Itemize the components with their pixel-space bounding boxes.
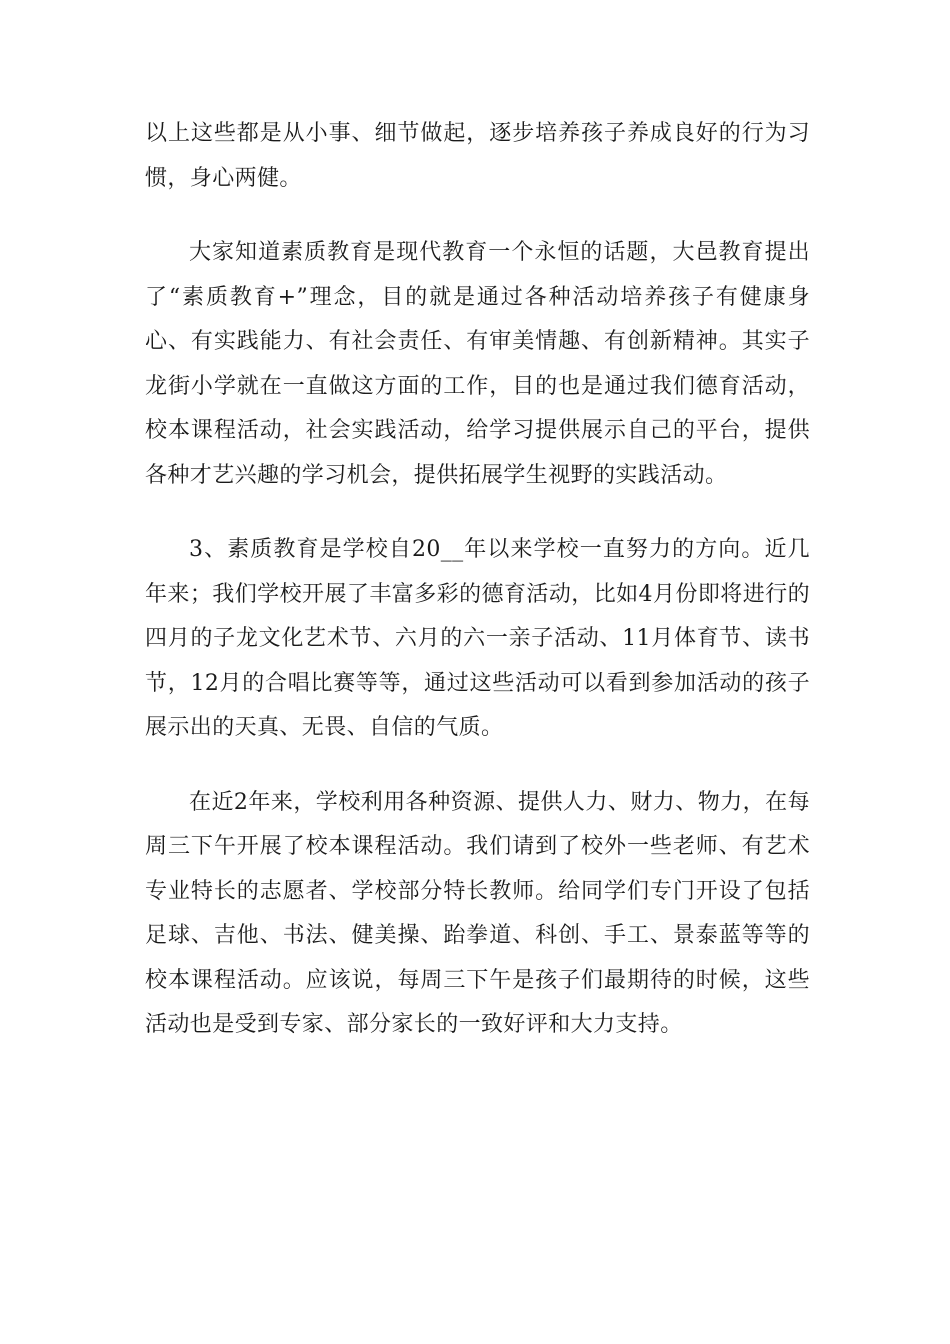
paragraph-1: 以上这些都是从小事、细节做起，逐步培养孩子养成良好的行为习惯，身心两健。 — [145, 121, 810, 191]
document-body — [145, 112, 810, 1048]
paragraph-2: 大家知道素质教育是现代教育一个永恒的话题，大邑教育提出了“素质教育+”理念，目的就是通过各种活动培养孩子有健康身心、有实践能力、有社会责任、有审美情趣、有创新精神。其实子龙街小学就在一直做这方面的工作，目的也是通过我们德育活动，校本课程活动，社会实践活动，给学习提供展示自己的平台，提供各种才艺兴趣的学习机会，提供拓展学生视野的实践活动。 — [145, 240, 810, 488]
paragraph-4: 在近2年来，学校利用各种资源、提供人力、财力、物力，在每周三下午开展了校本课程活动。我们请到了校外一些老师、有艺术专业特长的志愿者、学校部分特长教师。给同学们专门开设了包括足球、吉他、书法、健美操、跆拳道、科创、手工、景泰蓝等等的校本课程活动。应该说，每周三下午是孩子们最期待的时候，这些活动也是受到专家、部分家长的一致好评和大力支持。 — [145, 789, 810, 1037]
paragraph-3: 3、素质教育是学校自20__年以来学校一直努力的方向。近几年来；我们学校开展了丰富多彩的德育活动，比如4月份即将进行的四月的子龙文化艺术节、六月的六一亲子活动、11月体育节、读书节，12月的合唱比赛等等，通过这些活动可以看到参加活动的孩子展示出的天真、无畏、自信的气质。 — [145, 537, 810, 740]
